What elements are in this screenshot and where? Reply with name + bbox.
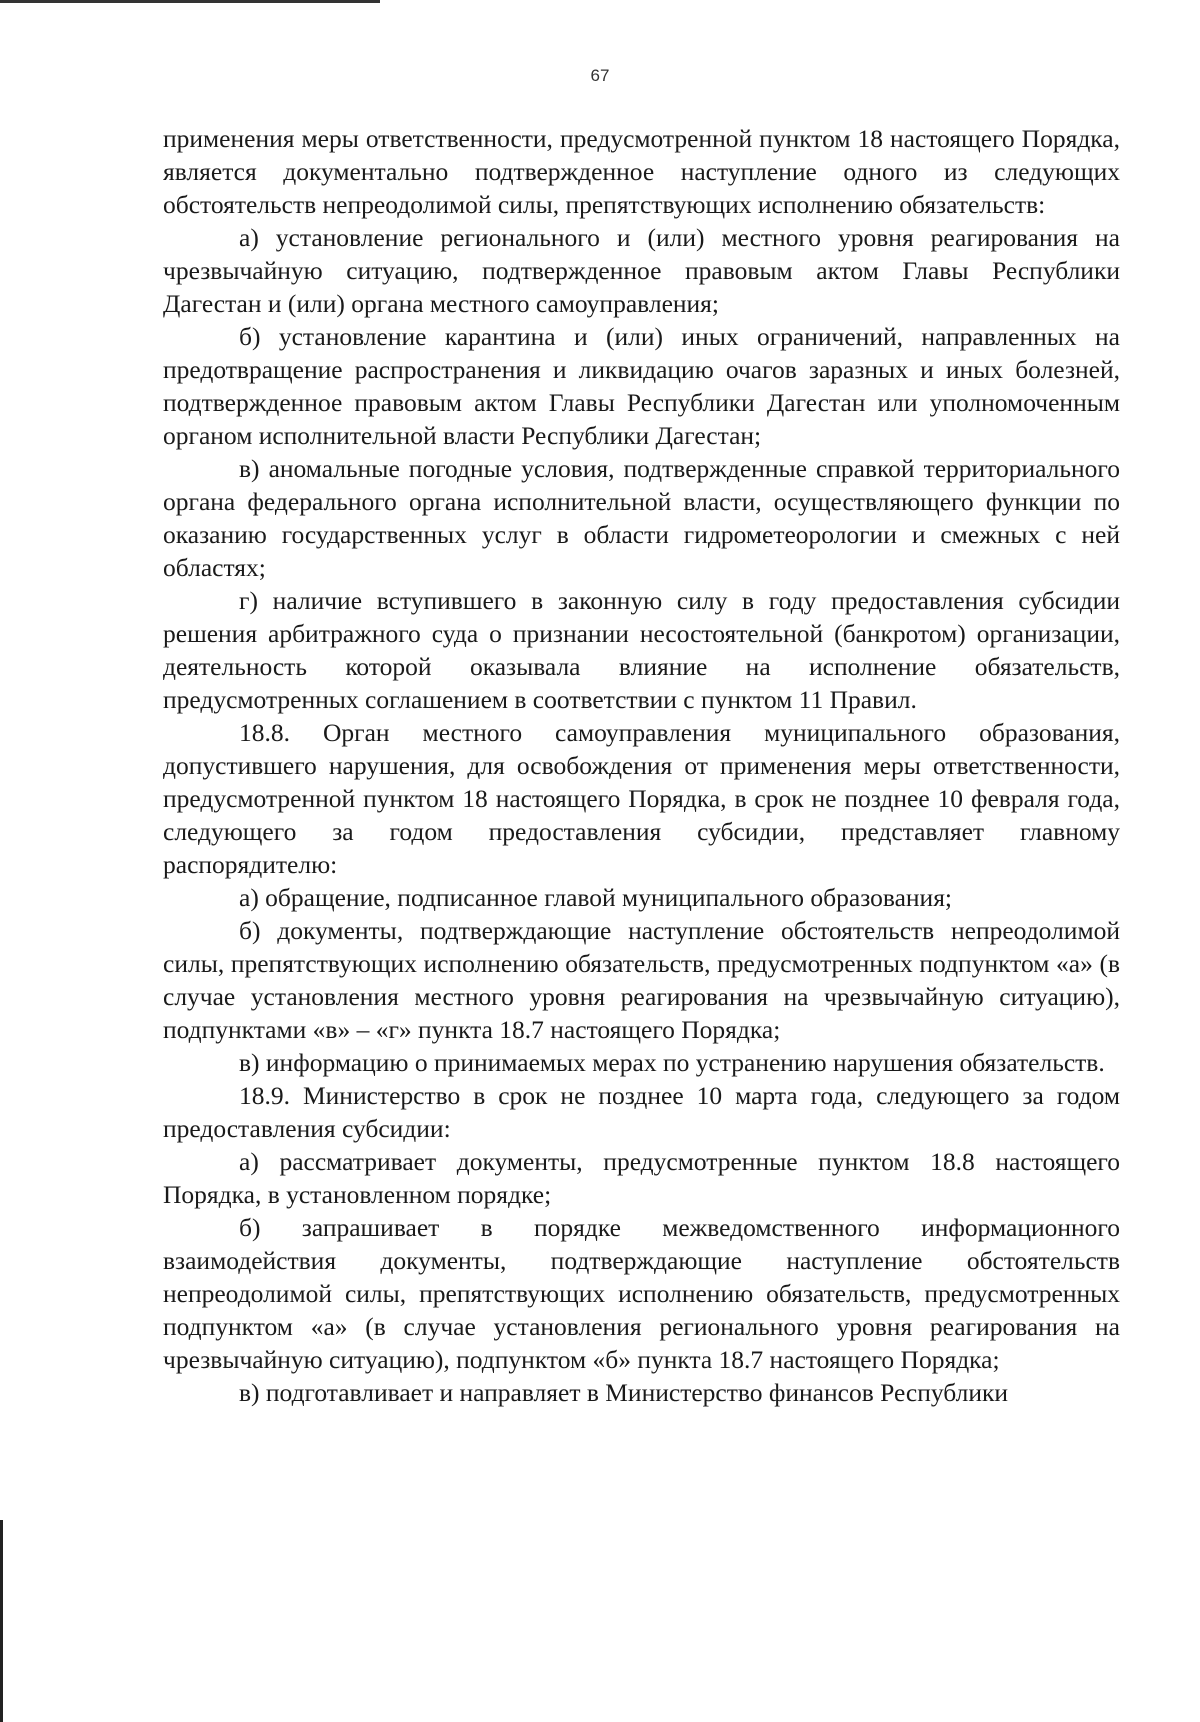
paragraph-18-9: 18.9. Министерство в срок не позднее 10 марта года, следующего за годом предоставления субсидии: [163, 1081, 1120, 1143]
paragraph-18-8-v: в) информацию о принимаемых мерах по устранению нарушения обязательств. [239, 1048, 1105, 1077]
document-body [163, 122, 1120, 1409]
paragraph-18-9-v: в) подготавливает и направляет в Министерство финансов Республики [239, 1378, 1009, 1407]
page-number: 67 [590, 66, 610, 85]
paragraph-18-9-a: а) рассматривает документы, предусмотренные пунктом 18.8 настоящего Порядка, в установленном порядке; [163, 1147, 1120, 1209]
paragraph-18-8-b: б) документы, подтверждающие наступление обстоятельств непреодолимой силы, препятствующих исполнению обязательств, предусмотренных подпунктом «а» (в случае установления местного уровня реагирования на чрезвычайную ситуацию), подпунктами «в» – «г» пункта 18.7 настоящего Порядка; [163, 916, 1120, 1044]
paragraph-continuation: применения меры ответственности, предусмотренной пунктом 18 настоящего Порядка, является документально подтвержденное наступление одного из следующих обстоятельств непреодолимой силы, препятствующих исполнению обязательств: [163, 124, 1120, 219]
paragraph-item-b: б) установление карантина и (или) иных ограничений, направленных на предотвращение распространения и ликвидацию очагов заразных и иных болезней, подтвержденное правовым актом Главы Республики Дагестан или уполномоченным органом исполнительной власти Республики Дагестан; [163, 322, 1120, 450]
paragraph-item-a: а) установление регионального и (или) местного уровня реагирования на чрезвычайную ситуацию, подтвержденное правовым актом Главы Республики Дагестан и (или) органа местного самоуправления; [163, 223, 1120, 318]
paragraph-item-g: г) наличие вступившего в законную силу в году предоставления субсидии решения арбитражного суда о признании несостоятельной (банкротом) организации, деятельность которой оказывала влияние на исполнение обязательств, предусмотренных соглашением в соответствии с пунктом 11 Правил. [163, 586, 1120, 714]
paragraph-18-8-a: а) обращение, подписанное главой муниципального образования; [239, 883, 953, 912]
paragraph-18-8: 18.8. Орган местного самоуправления муниципального образования, допустившего нарушения, для освобождения от применения меры ответственности, предусмотренной пунктом 18 настоящего Порядка, в срок не позднее 10 февраля года, следующего за годом предоставления субсидии, представляет главному распорядителю: [163, 718, 1120, 879]
scan-left-edge-line [0, 1520, 3, 1722]
paragraph-18-9-b: б) запрашивает в порядке межведомственного информационного взаимодействия документы, подтверждающие наступление обстоятельств непреодолимой силы, препятствующих исполнению обязательств, предусмотренных подпунктом «а» (в случае установления регионального уровня реагирования на чрезвычайную ситуацию), подпунктом «б» пункта 18.7 настоящего Порядка; [163, 1213, 1120, 1374]
paragraph-item-v: в) аномальные погодные условия, подтвержденные справкой территориального органа федерального органа исполнительной власти, осуществляющего функции по оказанию государственных услуг в области гидрометеорологии и смежных с ней областях; [163, 454, 1120, 582]
scan-top-edge-line [0, 0, 380, 3]
